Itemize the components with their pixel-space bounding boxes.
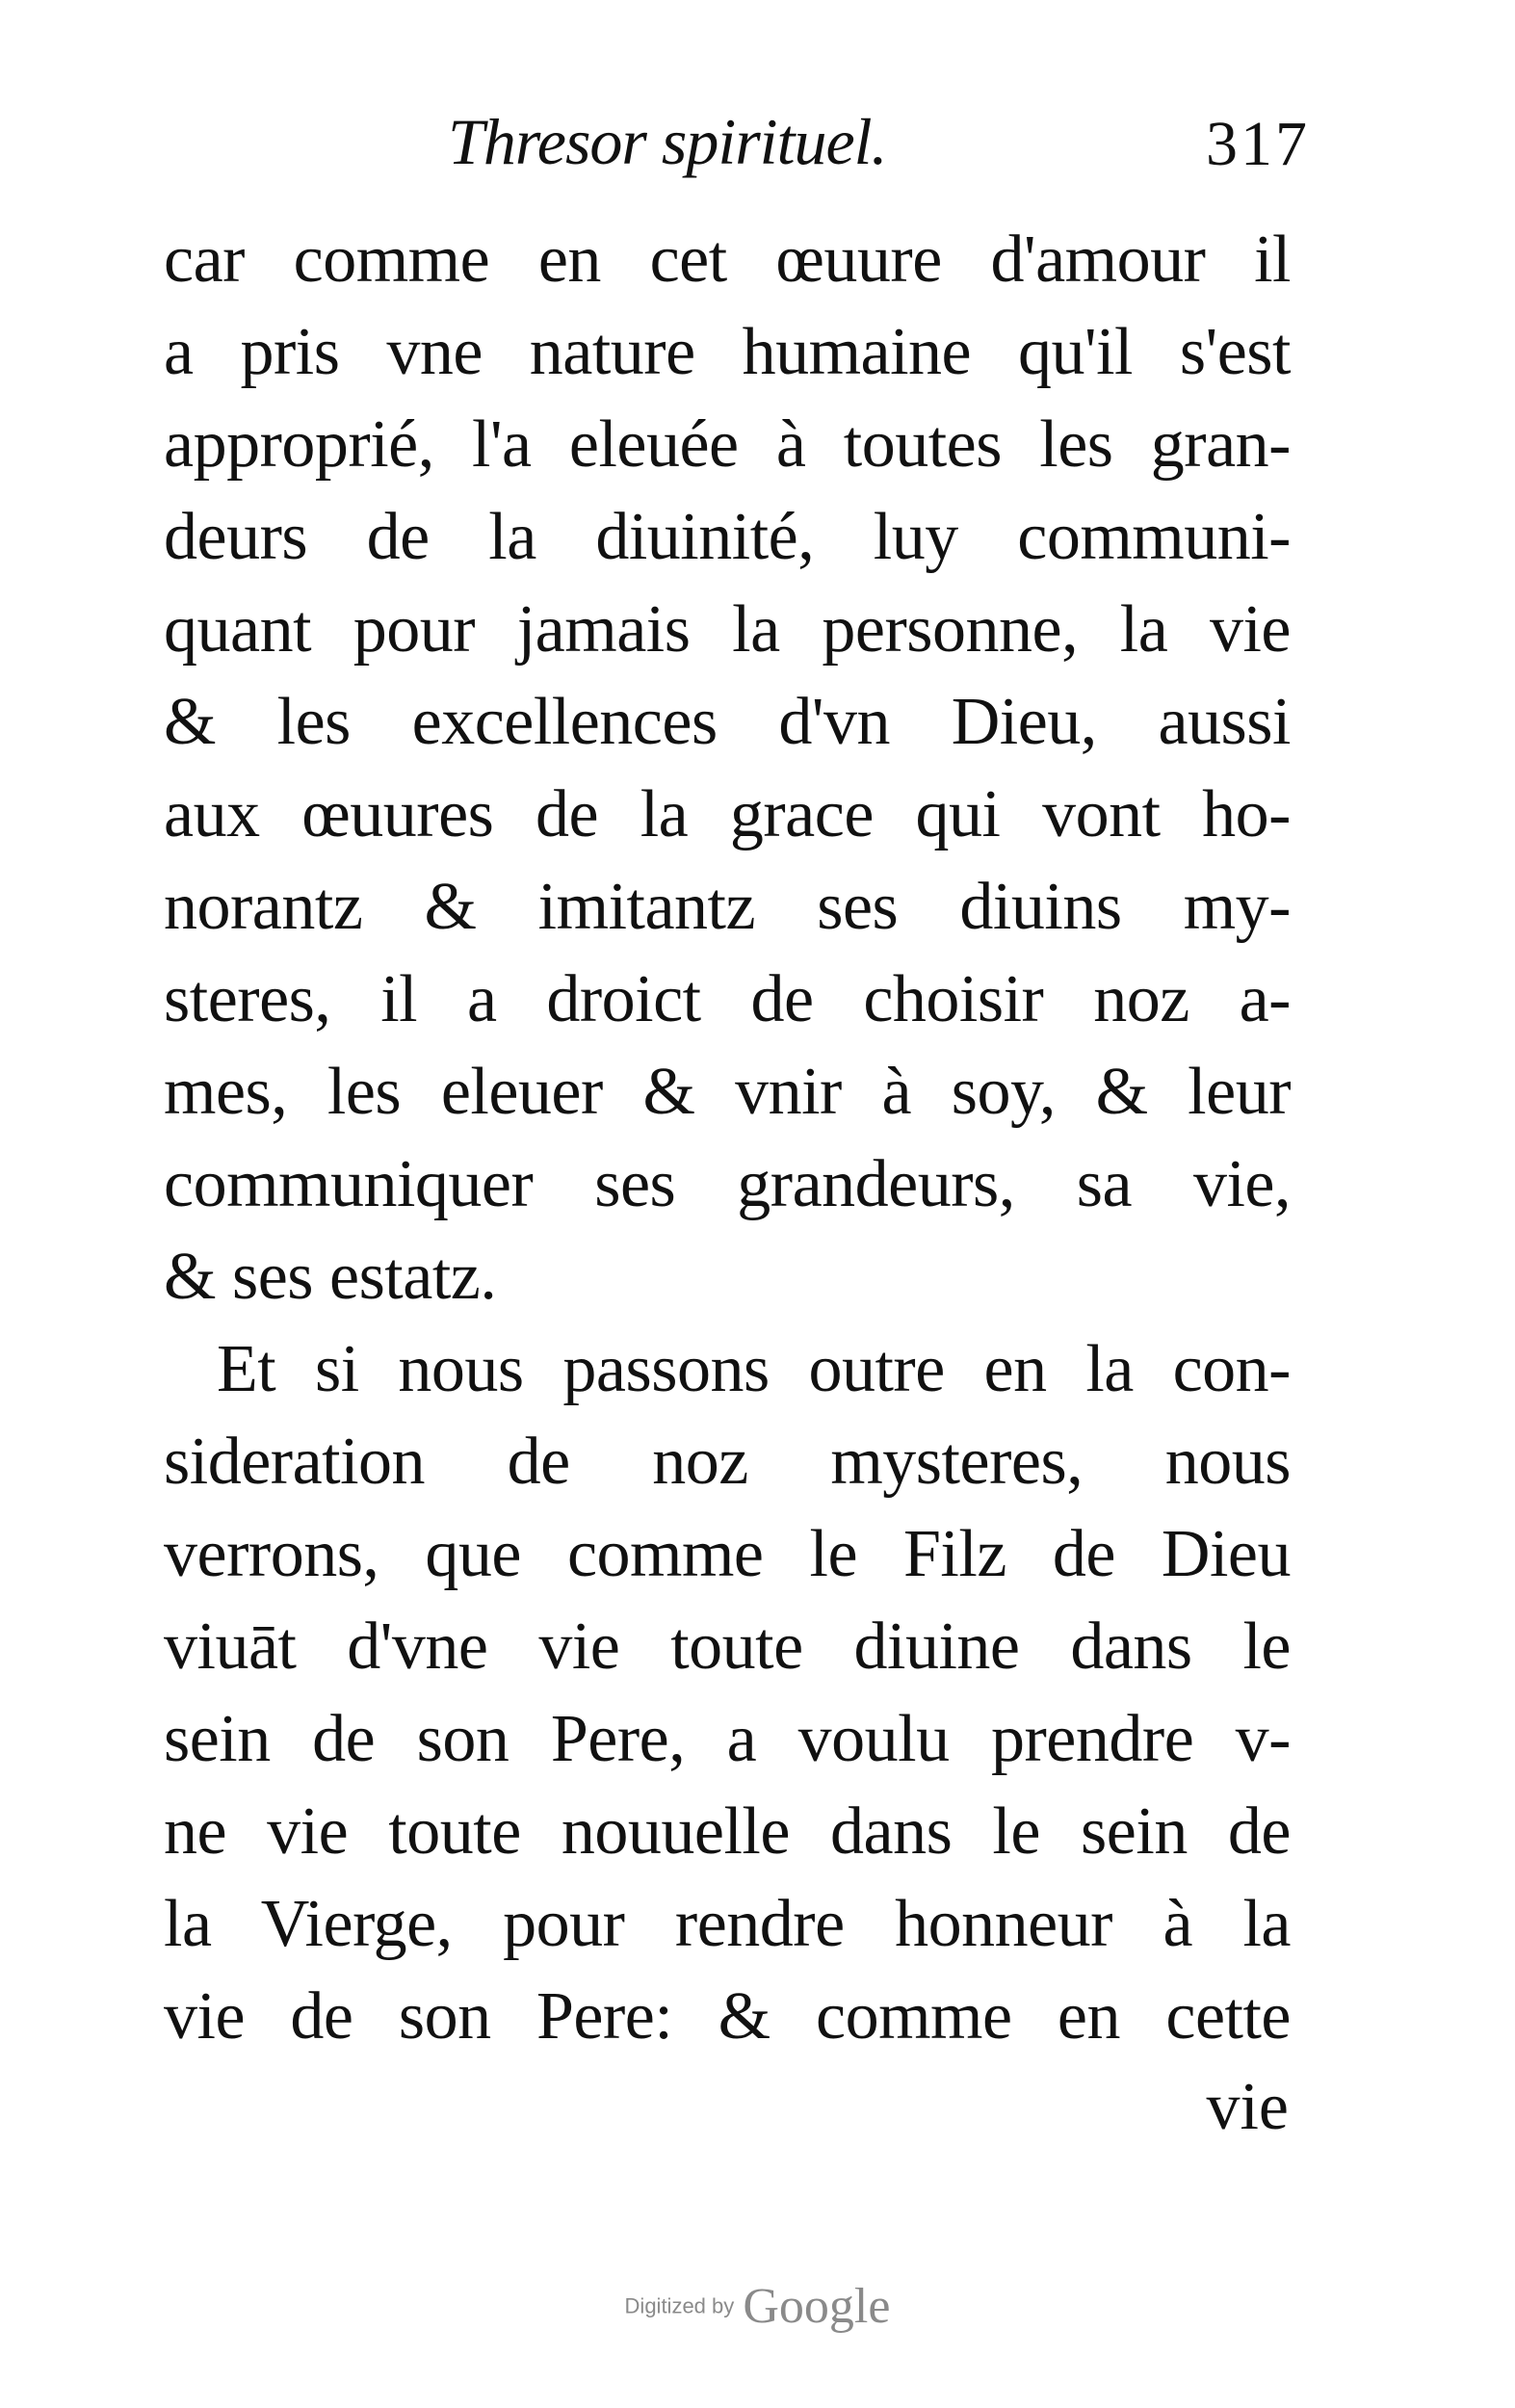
text-line: viuāt d'vne vie toute diuine dans le: [164, 1610, 1291, 1684]
running-title: Thresor spirituel.: [448, 105, 887, 178]
digitization-watermark: [0, 2278, 1515, 2335]
text-line: quant pour jamais la personne, la vie: [164, 592, 1291, 667]
page-number: 317: [1206, 109, 1310, 179]
text-line: steres, il a droict de choisir noz a-: [164, 962, 1291, 1036]
text-line: aux œuures de la grace qui vont ho-: [164, 777, 1291, 851]
text-line: Et si nous passons outre en la con-: [217, 1332, 1291, 1406]
text-line: communiquer ses grandeurs, sa vie,: [164, 1147, 1291, 1221]
text-line: la Vierge, pour rendre honneur à la: [164, 1887, 1291, 1961]
text-line: mes, les eleuer & vnir à soy, & leur: [164, 1055, 1291, 1129]
text-line: & ses estatz.: [164, 1240, 497, 1314]
page-header: [173, 104, 1310, 200]
text-line: a pris vne nature humaine qu'il s'est: [164, 315, 1291, 389]
text-line: sein de son Pere, a voulu prendre v-: [164, 1702, 1291, 1776]
catchword: vie: [1206, 2070, 1289, 2144]
text-block: [164, 214, 1291, 2063]
text-line: vie de son Pere: & comme en cette: [164, 1979, 1291, 2054]
text-line: car comme en cet œuure d'amour il: [164, 222, 1291, 297]
text-line: norantz & imitantz ses diuins my-: [164, 870, 1291, 944]
text-line: approprié, l'a eleuée à toutes les gran-: [164, 407, 1291, 482]
digitized-by-label: Digitized by: [624, 2293, 735, 2318]
text-line: sideration de noz mysteres, nous: [164, 1425, 1291, 1499]
text-line: deurs de la diuinité, luy communi-: [164, 500, 1291, 574]
text-line: ne vie toute nouuelle dans le sein de: [164, 1794, 1291, 1869]
text-line: verrons, que comme le Filz de Dieu: [164, 1517, 1291, 1591]
google-logo: Google: [743, 2279, 891, 2334]
text-line: & les excellences d'vn Dieu, aussi: [164, 685, 1291, 759]
